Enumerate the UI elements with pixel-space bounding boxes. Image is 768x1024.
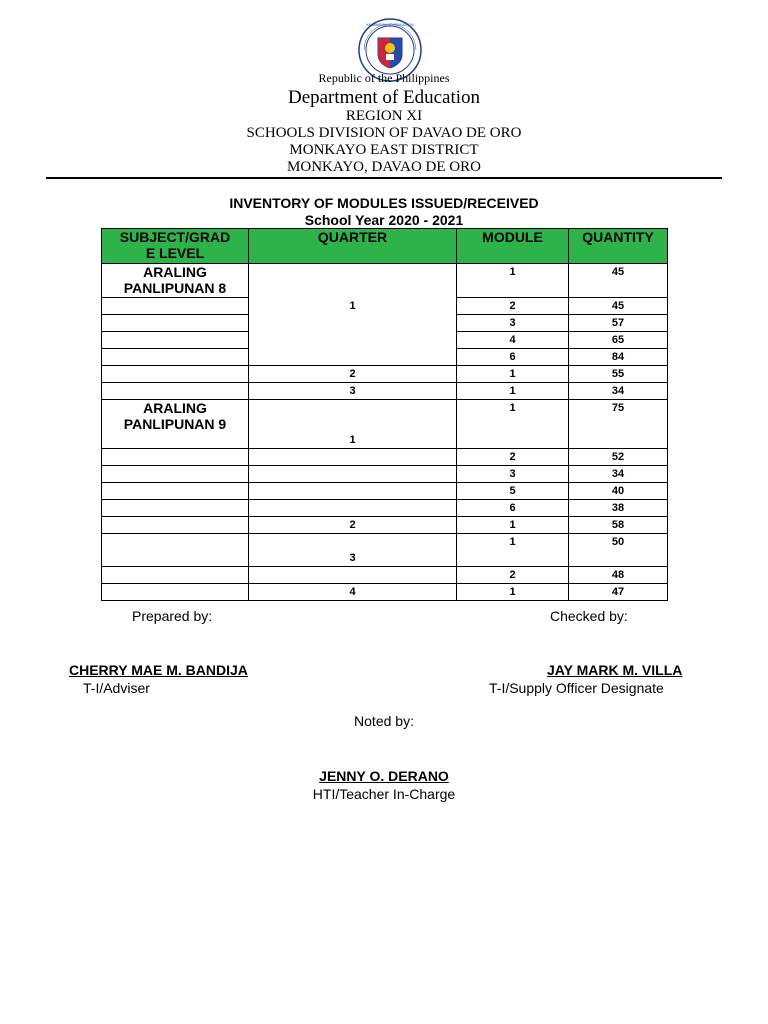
district-line: MONKAYO EAST DISTRICT — [289, 142, 479, 158]
module-cell: 4 — [457, 332, 569, 349]
module-cell: 1 — [457, 366, 569, 383]
subject-cell — [102, 517, 249, 534]
module-cell: 6 — [457, 349, 569, 366]
module-cell: 2 — [457, 298, 569, 315]
subject-cell — [102, 567, 249, 584]
header-divider — [46, 177, 722, 179]
subject-cell — [102, 483, 249, 500]
table-row — [102, 584, 668, 601]
quantity-cell: 47 — [569, 584, 668, 601]
table-row — [102, 567, 668, 584]
noted-by-name: JENNY O. DERANO — [319, 768, 449, 784]
module-cell: 1 — [457, 264, 569, 298]
quarter-cell — [249, 567, 457, 584]
subject-cell — [102, 449, 249, 466]
quarter-cell — [249, 483, 457, 500]
table-row — [102, 264, 668, 298]
table-row — [102, 534, 668, 567]
quantity-cell: 65 — [569, 332, 668, 349]
subject-cell — [102, 349, 249, 366]
table-row — [102, 500, 668, 517]
quantity-cell: 34 — [569, 383, 668, 400]
quantity-cell: 38 — [569, 500, 668, 517]
table-header-row — [102, 229, 668, 264]
table-row — [102, 483, 668, 500]
quarter-cell — [249, 500, 457, 517]
module-cell: 1 — [457, 584, 569, 601]
subject-header: SUBJECT/GRAD E LEVEL — [102, 229, 249, 264]
noted-by-role: HTI/Teacher In-Charge — [312, 786, 456, 802]
subject-cell — [102, 315, 249, 332]
quantity-cell: 84 — [569, 349, 668, 366]
quantity-cell: 48 — [569, 567, 668, 584]
subject-cell — [102, 298, 249, 315]
quarter-cell: 2 — [249, 366, 457, 383]
subject-cell — [102, 366, 249, 383]
document-title: INVENTORY OF MODULES ISSUED/RECEIVED — [229, 195, 539, 211]
subject-cell — [102, 534, 249, 567]
quantity-cell: 45 — [569, 264, 668, 298]
quantity-header: QUANTITY — [569, 229, 668, 264]
quantity-cell: 40 — [569, 483, 668, 500]
location-line: MONKAYO, DAVAO DE ORO — [287, 159, 481, 175]
module-cell: 6 — [457, 500, 569, 517]
subject-cell — [102, 383, 249, 400]
department-title: Department of Education — [287, 87, 481, 108]
inventory-table — [101, 228, 668, 601]
quarter-cell: 3 — [249, 534, 457, 567]
quarter-cell: 1 — [249, 264, 457, 366]
subject-cell — [102, 466, 249, 483]
module-cell: 2 — [457, 449, 569, 466]
quantity-cell: 50 — [569, 534, 668, 567]
module-cell: 1 — [457, 400, 569, 449]
table-row — [102, 466, 668, 483]
module-cell: 1 — [457, 517, 569, 534]
checked-by-role: T-I/Supply Officer Designate — [489, 680, 664, 696]
table-row — [102, 517, 668, 534]
division-line: SCHOOLS DIVISION OF DAVAO DE ORO — [246, 125, 522, 141]
module-header: MODULE — [457, 229, 569, 264]
region-line: REGION XI — [345, 108, 423, 124]
subject-cell — [102, 584, 249, 601]
quantity-cell: 57 — [569, 315, 668, 332]
quantity-cell: 45 — [569, 298, 668, 315]
quantity-cell: 55 — [569, 366, 668, 383]
prepared-by-role: T-I/Adviser — [83, 680, 150, 696]
svg-text:KAGAWARAN NG EDUKASYON: KAGAWARAN NG EDUKASYON — [366, 23, 414, 27]
checked-by-label: Checked by: — [550, 608, 628, 624]
quarter-header: QUARTER — [249, 229, 457, 264]
quarter-cell — [249, 466, 457, 483]
subject-cell — [102, 332, 249, 349]
quantity-cell: 58 — [569, 517, 668, 534]
module-cell: 2 — [457, 567, 569, 584]
table-row — [102, 449, 668, 466]
quantity-cell: 52 — [569, 449, 668, 466]
module-cell: 1 — [457, 534, 569, 567]
republic-line: Republic of the Philippines — [318, 71, 450, 85]
module-cell: 5 — [457, 483, 569, 500]
quarter-cell: 4 — [249, 584, 457, 601]
quarter-cell: 1 — [249, 400, 457, 449]
quarter-cell — [249, 449, 457, 466]
quarter-cell: 3 — [249, 383, 457, 400]
module-cell: 3 — [457, 466, 569, 483]
subject-cell: ARALING PANLIPUNAN 9 — [102, 400, 249, 449]
subject-cell — [102, 500, 249, 517]
table-row — [102, 383, 668, 400]
module-cell: 1 — [457, 383, 569, 400]
quantity-cell: 75 — [569, 400, 668, 449]
prepared-by-name: CHERRY MAE M. BANDIJA — [69, 662, 248, 678]
table-row — [102, 400, 668, 449]
school-year: School Year 2020 - 2021 — [304, 212, 464, 228]
checked-by-name: JAY MARK M. VILLA — [547, 662, 683, 678]
noted-by-label: Noted by: — [354, 713, 414, 729]
subject-cell: ARALING PANLIPUNAN 8 — [102, 264, 249, 298]
quantity-cell: 34 — [569, 466, 668, 483]
prepared-by-label: Prepared by: — [132, 608, 213, 624]
module-cell: 3 — [457, 315, 569, 332]
quarter-cell: 2 — [249, 517, 457, 534]
table-row — [102, 366, 668, 383]
